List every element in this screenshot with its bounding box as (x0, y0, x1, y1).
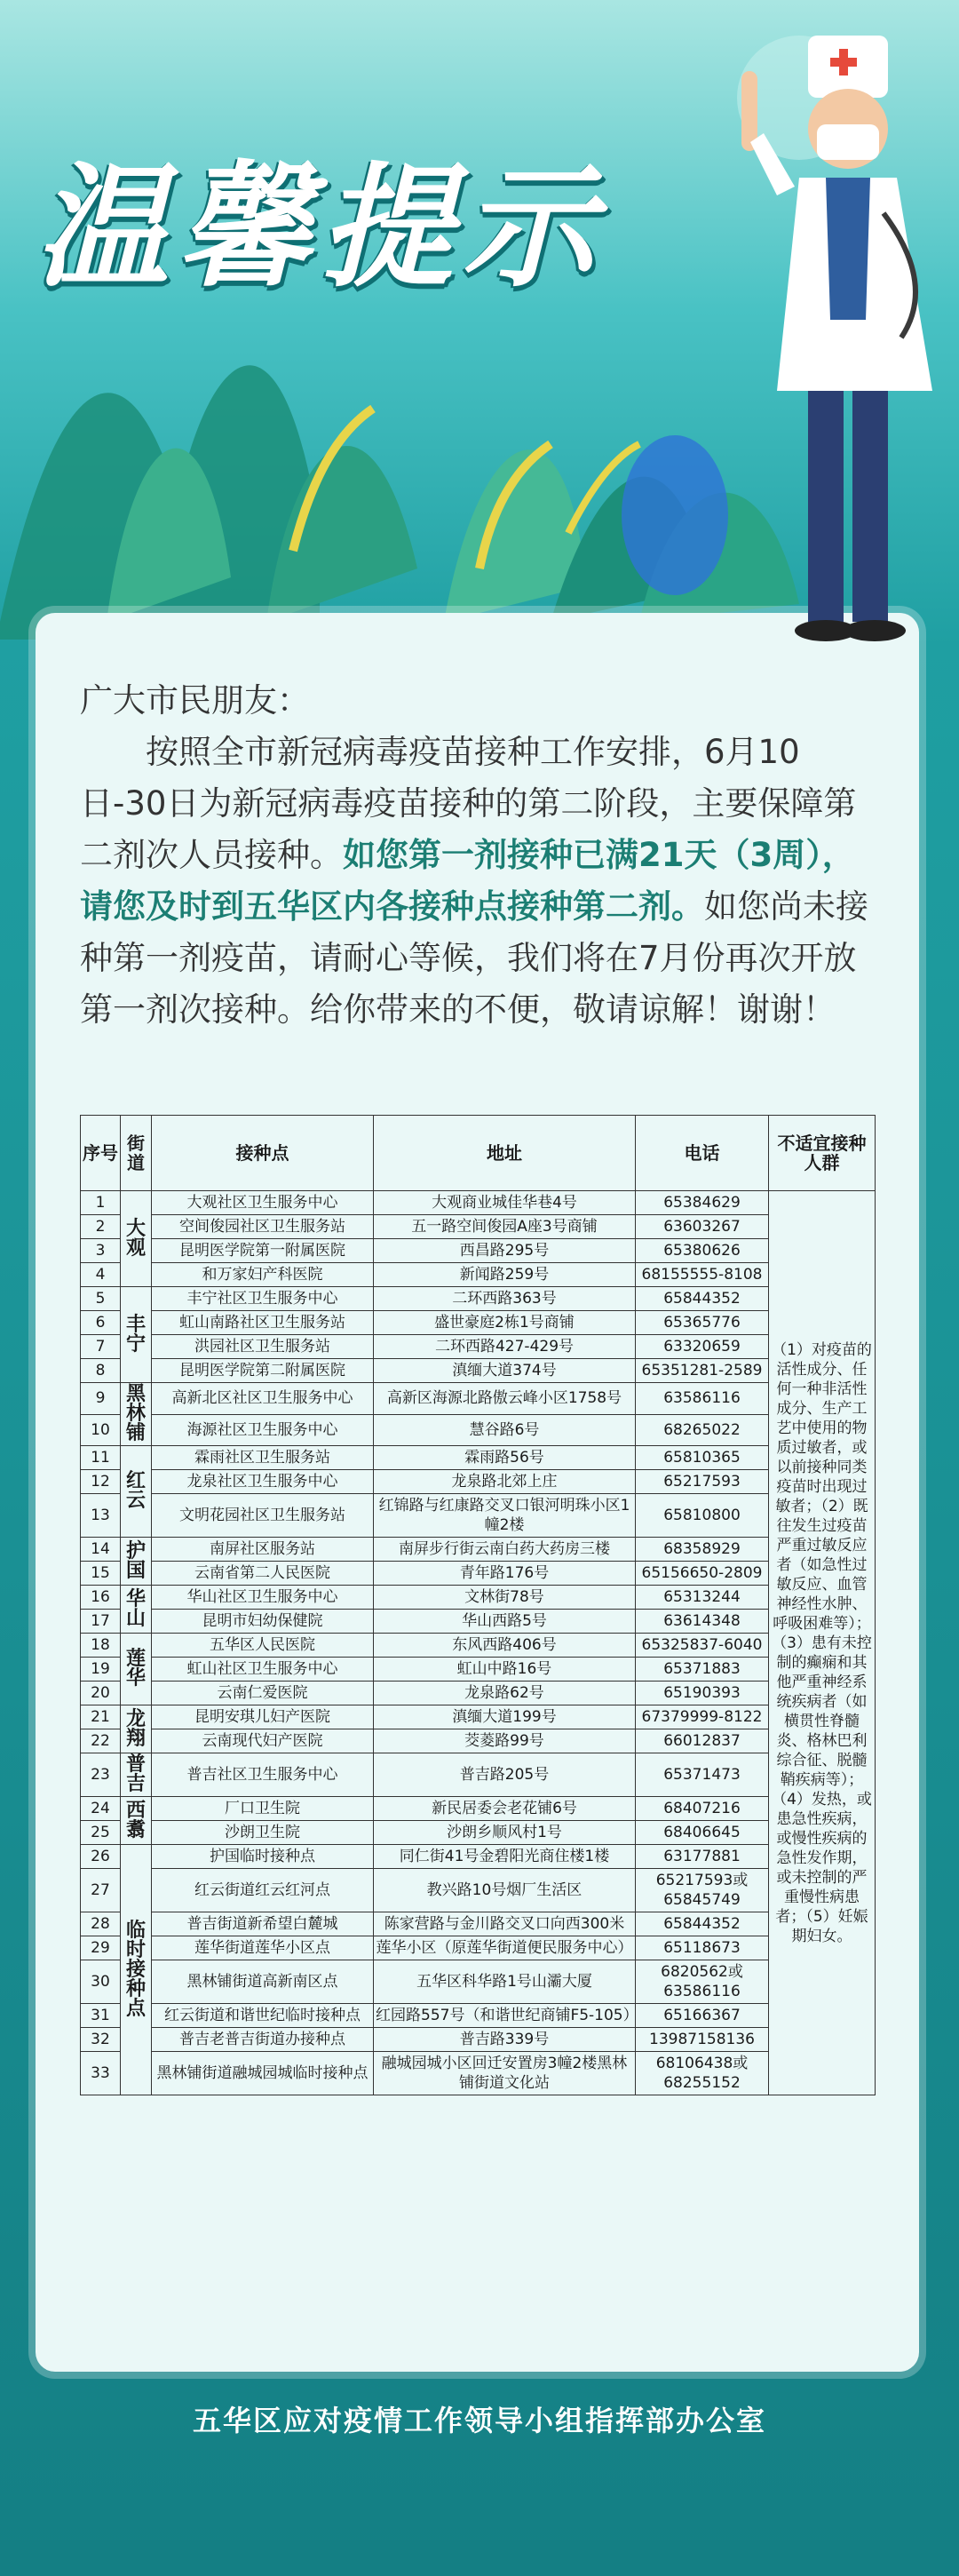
row-site: 云南仁爱医院 (152, 1682, 374, 1705)
row-index: 15 (81, 1562, 121, 1586)
table-row (81, 1658, 876, 1682)
row-address: 高新区海源北路傲云峰小区1758号 (374, 1383, 636, 1415)
row-index: 24 (81, 1797, 121, 1821)
row-address: 滇缅大道199号 (374, 1705, 636, 1729)
row-phone: 65371883 (636, 1658, 769, 1682)
row-index: 21 (81, 1705, 121, 1729)
table-row (81, 1682, 876, 1705)
row-site: 普吉老普吉街道办接种点 (152, 2028, 374, 2052)
row-address: 慧谷路6号 (374, 1414, 636, 1446)
row-site: 虹山南路社区卫生服务站 (152, 1311, 374, 1335)
row-site: 空间俊园社区卫生服务站 (152, 1215, 374, 1239)
table-row (81, 1287, 876, 1311)
row-address: 莲华小区（原莲华街道便民服务中心） (374, 1936, 636, 1960)
row-index: 7 (81, 1335, 121, 1359)
row-site: 红云街道和谐世纪临时接种点 (152, 2004, 374, 2028)
row-index: 33 (81, 2052, 121, 2095)
table-row (81, 1562, 876, 1586)
table-row (81, 2004, 876, 2028)
table-row (81, 1610, 876, 1634)
table-row (81, 1215, 876, 1239)
row-phone: 63177881 (636, 1845, 769, 1869)
row-phone: 68155555-8108 (636, 1263, 769, 1287)
row-site: 霖雨社区卫生服务站 (152, 1446, 374, 1470)
row-address: 教兴路10号烟厂生活区 (374, 1869, 636, 1912)
table-row (81, 1263, 876, 1287)
table-row (81, 1960, 876, 2004)
table-row (81, 1797, 876, 1821)
notice-body-part2: 如您尚未接种第一剂疫苗，请耐心等候，我们将在7月份再次开放第一剂次接种。给你带来的不便，敬请谅解！谢谢！ (80, 887, 868, 1029)
row-phone: 65384629 (636, 1191, 769, 1215)
row-index: 18 (81, 1634, 121, 1658)
row-site: 昆明医学院第一附属医院 (152, 1239, 374, 1263)
row-address: 五华区科华路1号山灞大厦 (374, 1960, 636, 2004)
row-index: 27 (81, 1869, 121, 1912)
row-address: 二环西路363号 (374, 1287, 636, 1311)
row-site: 丰宁社区卫生服务中心 (152, 1287, 374, 1311)
table-row (81, 1239, 876, 1263)
row-index: 8 (81, 1359, 121, 1383)
row-phone: 65365776 (636, 1311, 769, 1335)
table-row (81, 1912, 876, 1936)
table-row (81, 1586, 876, 1610)
row-index: 29 (81, 1936, 121, 1960)
row-site: 五华区人民医院 (152, 1634, 374, 1658)
table-row (81, 2028, 876, 2052)
row-index: 23 (81, 1753, 121, 1797)
row-phone: 65380626 (636, 1239, 769, 1263)
header-site: 接种点 (152, 1116, 374, 1191)
row-address: 华山西路5号 (374, 1610, 636, 1634)
row-street: 普吉 (121, 1753, 152, 1797)
row-site: 厂口卫生院 (152, 1797, 374, 1821)
table-row (81, 1446, 876, 1470)
row-site: 大观社区卫生服务中心 (152, 1191, 374, 1215)
row-phone: 13987158136 (636, 2028, 769, 2052)
table-row (81, 1936, 876, 1960)
row-index: 30 (81, 1960, 121, 2004)
doctor-illustration (724, 18, 959, 657)
table-row (81, 1634, 876, 1658)
row-site: 海源社区卫生服务中心 (152, 1414, 374, 1446)
row-index: 12 (81, 1470, 121, 1494)
row-site: 南屏社区服务站 (152, 1538, 374, 1562)
table-row (81, 1705, 876, 1729)
header-index: 序号 (81, 1116, 121, 1191)
row-address: 红园路557号（和谐世纪商铺F5-105） (374, 2004, 636, 2028)
row-phone: 68406645 (636, 1821, 769, 1845)
row-phone: 63603267 (636, 1215, 769, 1239)
row-address: 盛世豪庭2栋1号商铺 (374, 1311, 636, 1335)
row-address: 虹山中路16号 (374, 1658, 636, 1682)
row-address: 青年路176号 (374, 1562, 636, 1586)
row-index: 20 (81, 1682, 121, 1705)
row-index: 14 (81, 1538, 121, 1562)
row-site: 洪园社区卫生服务站 (152, 1335, 374, 1359)
row-address: 霖雨路56号 (374, 1446, 636, 1470)
table-row (81, 1821, 876, 1845)
table-row (81, 1383, 876, 1415)
row-phone: 68106438或68255152 (636, 2052, 769, 2095)
notice-letter (80, 675, 875, 1036)
row-street: 西翥 (121, 1797, 152, 1845)
row-phone: 65844352 (636, 1912, 769, 1936)
footer-issuer: 五华区应对疫情工作领导小组指挥部办公室 (192, 2404, 766, 2437)
table-row (81, 2052, 876, 2095)
row-phone: 65190393 (636, 1682, 769, 1705)
row-index: 2 (81, 1215, 121, 1239)
row-site: 普吉街道新希望白麓城 (152, 1912, 374, 1936)
row-site: 红云街道红云红河点 (152, 1869, 374, 1912)
row-phone: 65844352 (636, 1287, 769, 1311)
row-index: 5 (81, 1287, 121, 1311)
row-street: 护国 (121, 1538, 152, 1586)
row-site: 昆明安琪儿妇产医院 (152, 1705, 374, 1729)
row-site: 文明花园社区卫生服务站 (152, 1494, 374, 1538)
table-row (81, 1869, 876, 1912)
row-street: 华山 (121, 1586, 152, 1634)
row-phone: 65325837-6040 (636, 1634, 769, 1658)
row-street: 红云 (121, 1446, 152, 1538)
row-site: 护国临时接种点 (152, 1845, 374, 1869)
row-phone: 65810365 (636, 1446, 769, 1470)
page-title: 温馨提示 (36, 151, 605, 306)
row-site: 华山社区卫生服务中心 (152, 1586, 374, 1610)
table-row (81, 1311, 876, 1335)
row-index: 26 (81, 1845, 121, 1869)
row-index: 22 (81, 1729, 121, 1753)
row-phone: 63586116 (636, 1383, 769, 1415)
table-row (81, 1845, 876, 1869)
row-address: 五一路空间俊园A座3号商铺 (374, 1215, 636, 1239)
row-index: 16 (81, 1586, 121, 1610)
table-header-row (81, 1116, 876, 1191)
row-index: 4 (81, 1263, 121, 1287)
row-address: 龙泉路北郊上庄 (374, 1470, 636, 1494)
row-phone: 65351281-2589 (636, 1359, 769, 1383)
row-index: 13 (81, 1494, 121, 1538)
table-row (81, 1729, 876, 1753)
row-site: 莲华街道莲华小区点 (152, 1936, 374, 1960)
row-street: 黑林铺 (121, 1383, 152, 1446)
vaccination-sites-table (80, 1115, 876, 2095)
row-site: 云南现代妇产医院 (152, 1729, 374, 1753)
row-site: 黑林铺街道融城园城临时接种点 (152, 2052, 374, 2095)
notice-card (36, 613, 919, 2372)
row-address: 西昌路295号 (374, 1239, 636, 1263)
row-address: 滇缅大道374号 (374, 1359, 636, 1383)
row-address: 二环西路427-429号 (374, 1335, 636, 1359)
row-index: 9 (81, 1383, 121, 1415)
row-address: 沙朗乡顺风村1号 (374, 1821, 636, 1845)
row-address: 红锦路与红康路交叉口银河明珠小区1幢2楼 (374, 1494, 636, 1538)
row-site: 昆明医学院第二附属医院 (152, 1359, 374, 1383)
header-phone: 电话 (636, 1116, 769, 1191)
row-street: 丰宁 (121, 1287, 152, 1383)
row-street: 大观 (121, 1191, 152, 1287)
row-phone: 65118673 (636, 1936, 769, 1960)
table-row (81, 1470, 876, 1494)
row-phone: 65156650-2809 (636, 1562, 769, 1586)
row-address: 新民居委会老花铺6号 (374, 1797, 636, 1821)
row-site: 云南省第二人民医院 (152, 1562, 374, 1586)
row-phone: 65371473 (636, 1753, 769, 1797)
table-row (81, 1359, 876, 1383)
row-index: 17 (81, 1610, 121, 1634)
row-site: 沙朗卫生院 (152, 1821, 374, 1845)
row-address: 龙泉路62号 (374, 1682, 636, 1705)
notice-body-part1: 按照全市新冠病毒疫苗接种工作安排，6月10日-30日为新冠病毒疫苗接种的第二阶段，主要保障第二剂次人员接种。 (80, 733, 857, 874)
header-street: 街道 (121, 1116, 152, 1191)
row-site: 昆明市妇幼保健院 (152, 1610, 374, 1634)
row-phone: 65217593 (636, 1470, 769, 1494)
row-index: 1 (81, 1191, 121, 1215)
greeting: 广大市民朋友： (80, 681, 310, 720)
table-row (81, 1191, 876, 1215)
row-address: 普吉路205号 (374, 1753, 636, 1797)
row-index: 25 (81, 1821, 121, 1845)
row-site: 和万家妇产科医院 (152, 1263, 374, 1287)
row-index: 3 (81, 1239, 121, 1263)
notice-emphasis: 如您第一剂接种已满21天（3周），请您及时到五华区内各接种点接种第二剂。 (80, 836, 855, 926)
row-phone: 63614348 (636, 1610, 769, 1634)
row-address: 普吉路339号 (374, 2028, 636, 2052)
row-address: 新闻路259号 (374, 1263, 636, 1287)
row-address: 同仁街41号金碧阳光商住楼1楼 (374, 1845, 636, 1869)
row-phone: 65313244 (636, 1586, 769, 1610)
row-site: 黑林铺街道高新南区点 (152, 1960, 374, 2004)
row-site: 龙泉社区卫生服务中心 (152, 1470, 374, 1494)
table-row (81, 1753, 876, 1797)
row-address: 陈家营路与金川路交叉口向西300米 (374, 1912, 636, 1936)
row-site: 普吉社区卫生服务中心 (152, 1753, 374, 1797)
row-index: 28 (81, 1912, 121, 1936)
row-phone: 66012837 (636, 1729, 769, 1753)
row-phone: 6820562或63586116 (636, 1960, 769, 2004)
notice-body (80, 727, 875, 1036)
row-phone: 67379999-8122 (636, 1705, 769, 1729)
table-row (81, 1538, 876, 1562)
row-phone: 65810800 (636, 1494, 769, 1538)
row-index: 32 (81, 2028, 121, 2052)
row-street: 临时接种点 (121, 1845, 152, 2095)
unsuitable-note: （1）对疫苗的活性成分、任何一种非活性成分、生产工艺中使用的物质过敏者，或以前接种同类疫苗时出现过敏者；（2）既往发生过疫苗严重过敏反应者（如急性过敏反应、血管神经性水肿、呼吸困难等）；（3）患有未控制的癫痫和其他严重神经系统疾病者（如横贯性脊髓炎、格林巴利综合征、脱髓鞘疾病等）；（4）发热，或患急性疾病，或慢性疾病的急性发作期，或未控制的严重慢性病患者；（5）妊娠期妇女。 (769, 1191, 876, 2095)
row-address: 大观商业城佳华巷4号 (374, 1191, 636, 1215)
row-index: 31 (81, 2004, 121, 2028)
row-site: 高新北区社区卫生服务中心 (152, 1383, 374, 1415)
row-index: 10 (81, 1414, 121, 1446)
row-site: 虹山社区卫生服务中心 (152, 1658, 374, 1682)
row-address: 南屏步行街云南白药大药房三楼 (374, 1538, 636, 1562)
header-unsuitable: 不适宜接种人群 (769, 1116, 876, 1191)
row-phone: 65166367 (636, 2004, 769, 2028)
row-street: 莲华 (121, 1634, 152, 1705)
header-address: 地址 (374, 1116, 636, 1191)
row-phone: 65217593或65845749 (636, 1869, 769, 1912)
row-address: 文林街78号 (374, 1586, 636, 1610)
row-address: 东风西路406号 (374, 1634, 636, 1658)
table-row (81, 1335, 876, 1359)
row-phone: 68358929 (636, 1538, 769, 1562)
row-index: 6 (81, 1311, 121, 1335)
row-index: 19 (81, 1658, 121, 1682)
row-phone: 68265022 (636, 1414, 769, 1446)
table-row (81, 1494, 876, 1538)
row-index: 11 (81, 1446, 121, 1470)
row-phone: 68407216 (636, 1797, 769, 1821)
row-address: 融城园城小区回迁安置房3幢2楼黑林铺街道文化站 (374, 2052, 636, 2095)
row-phone: 63320659 (636, 1335, 769, 1359)
table-row (81, 1414, 876, 1446)
row-street: 龙翔 (121, 1705, 152, 1753)
row-address: 茭菱路99号 (374, 1729, 636, 1753)
